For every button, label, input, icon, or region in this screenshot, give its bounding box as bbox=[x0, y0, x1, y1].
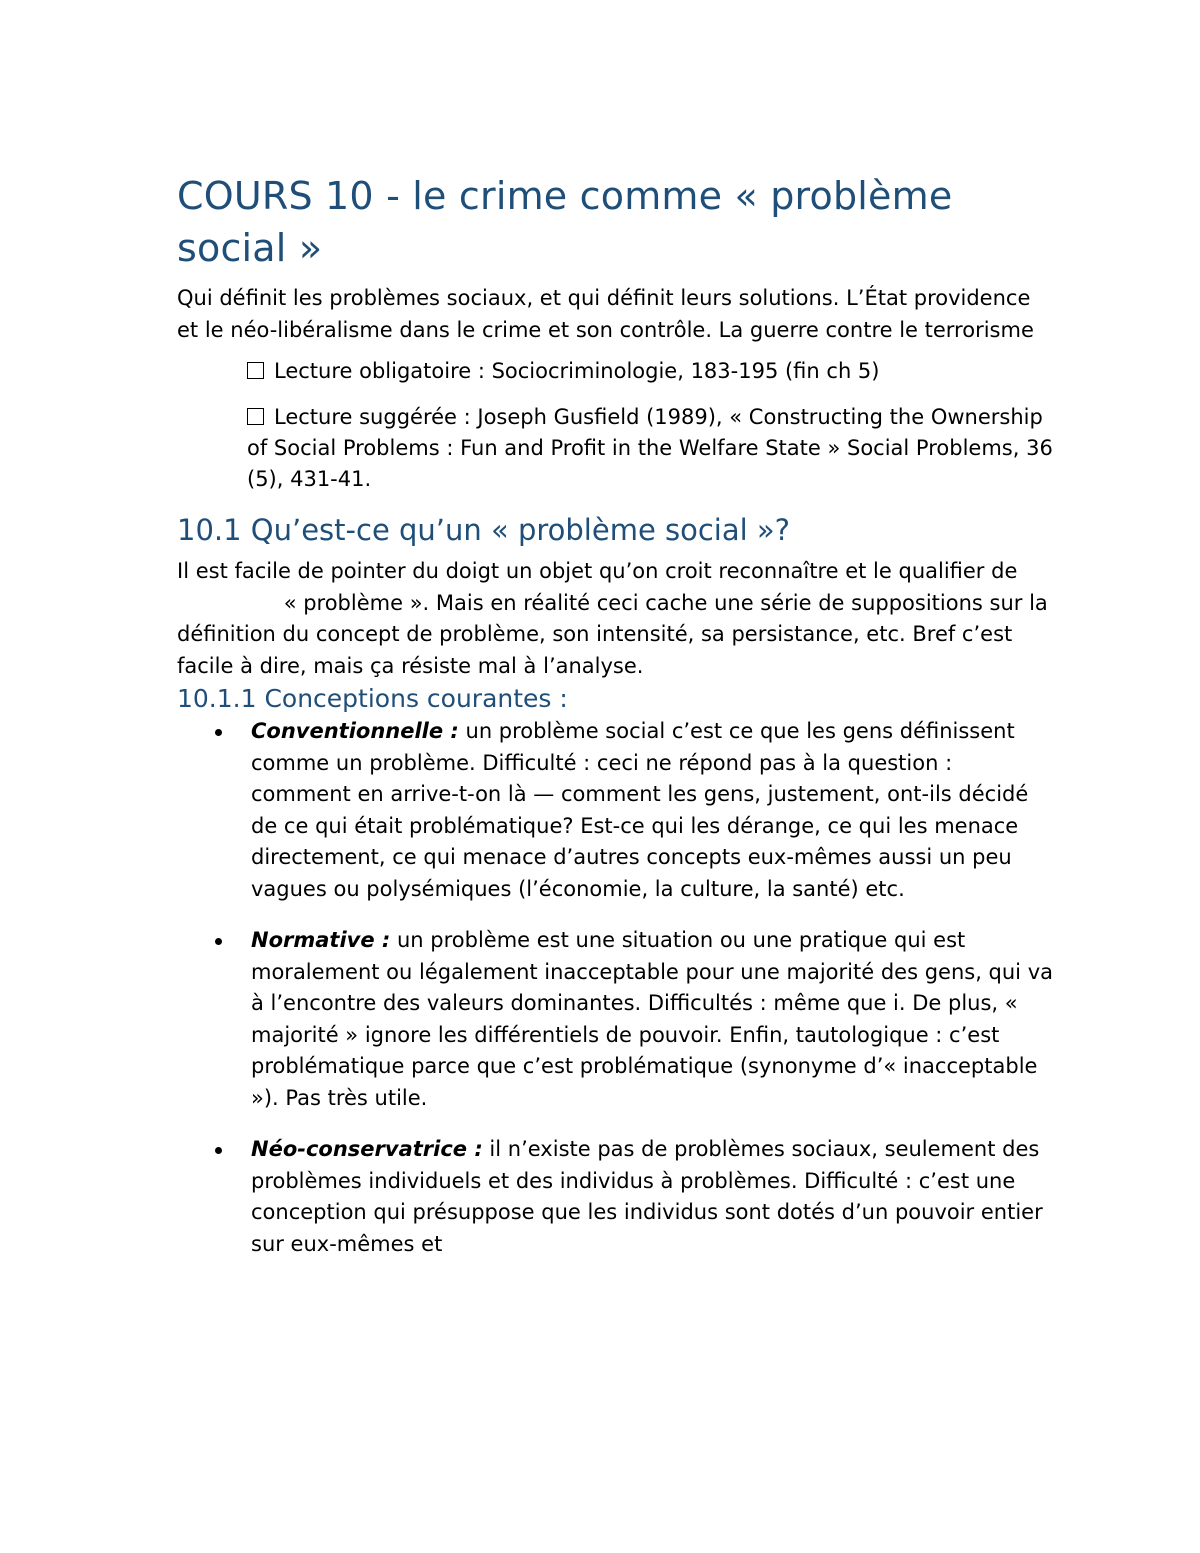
document-page bbox=[177, 170, 1057, 1280]
bullet-icon bbox=[215, 729, 222, 736]
paragraph-text-2: « problème ». Mais en réalité ceci cache une série de suppositions sur la définition du concept de problème, son intensité, sa persistance, etc. Bref c’est facile à dire, mais ça résiste mal à l’analyse. bbox=[177, 590, 1048, 678]
page-title: COURS 10 - le crime comme « problème social » bbox=[177, 174, 953, 270]
reading-list bbox=[247, 356, 1057, 495]
reading-text: Lecture obligatoire : Sociocriminologie, 183-195 (fin ch 5) bbox=[274, 359, 880, 383]
bullet-icon bbox=[215, 938, 222, 945]
conception-term: Néo-conservatrice : bbox=[251, 1137, 483, 1161]
conception-text: un problème social c’est ce que les gens définissent comme un problème. Difficulté : ceci ne répond pas à la question : comment en arrive-t-on là — comment les gens, justement, ont-ils décidé de ce qui était problématique? Est-ce qui les dérange, ce qui les menace directement, ce qui menace d’autres concepts eux-mêmes aussi un peu vagues ou polysémiques (l’économie, la culture, la santé) etc. bbox=[251, 719, 1029, 901]
subsection-heading: 10.1.1 Conceptions courantes : bbox=[177, 684, 568, 713]
checkbox-icon bbox=[247, 362, 264, 379]
conception-term: Normative : bbox=[251, 928, 391, 952]
list-item bbox=[251, 1134, 1057, 1260]
section-heading: 10.1 Qu’est-ce qu’un « problème social »? bbox=[177, 513, 791, 547]
course-intro: Qui définit les problèmes sociaux, et qui définit leurs solutions. L’État providence et le néo-libéralisme dans le crime et son contrôle. La guerre contre le terrorisme bbox=[177, 286, 1034, 342]
paragraph-text-1: Il est facile de pointer du doigt un objet qu’on croit reconnaître et le qualifier de bbox=[177, 559, 1018, 583]
list-item bbox=[251, 716, 1057, 905]
reading-item bbox=[247, 402, 1057, 495]
list-item bbox=[251, 925, 1057, 1114]
conception-text: il n’existe pas de problèmes sociaux, seulement des problèmes individuels et des individus à problèmes. Difficulté : c’est une conception qui présuppose que les individus sont dotés d’un pouvoir entier sur eux-mêmes et bbox=[251, 1137, 1043, 1256]
conception-text: un problème est une situation ou une pratique qui est moralement ou légalement inacceptable pour une majorité des gens, qui va à l’encontre des valeurs dominantes. Difficultés : même que i. De plus, « majorité » ignore les différentiels de pouvoir. Enfin, tautologique : c’est problématique parce que c’est problématique (synonyme d’« inacceptable »). Pas très utile. bbox=[251, 928, 1053, 1110]
section-paragraph bbox=[177, 556, 1057, 682]
bullet-icon bbox=[215, 1147, 222, 1154]
reading-text: Lecture suggérée : Joseph Gusfield (1989), « Constructing the Ownership of Social Problems : Fun and Profit in the Welfare State » Social Problems, 36 (5), 431-41. bbox=[247, 405, 1053, 491]
reading-item bbox=[247, 356, 1057, 387]
conception-term: Conventionnelle : bbox=[251, 719, 459, 743]
checkbox-icon bbox=[247, 408, 264, 425]
conceptions-list bbox=[177, 716, 1057, 1260]
